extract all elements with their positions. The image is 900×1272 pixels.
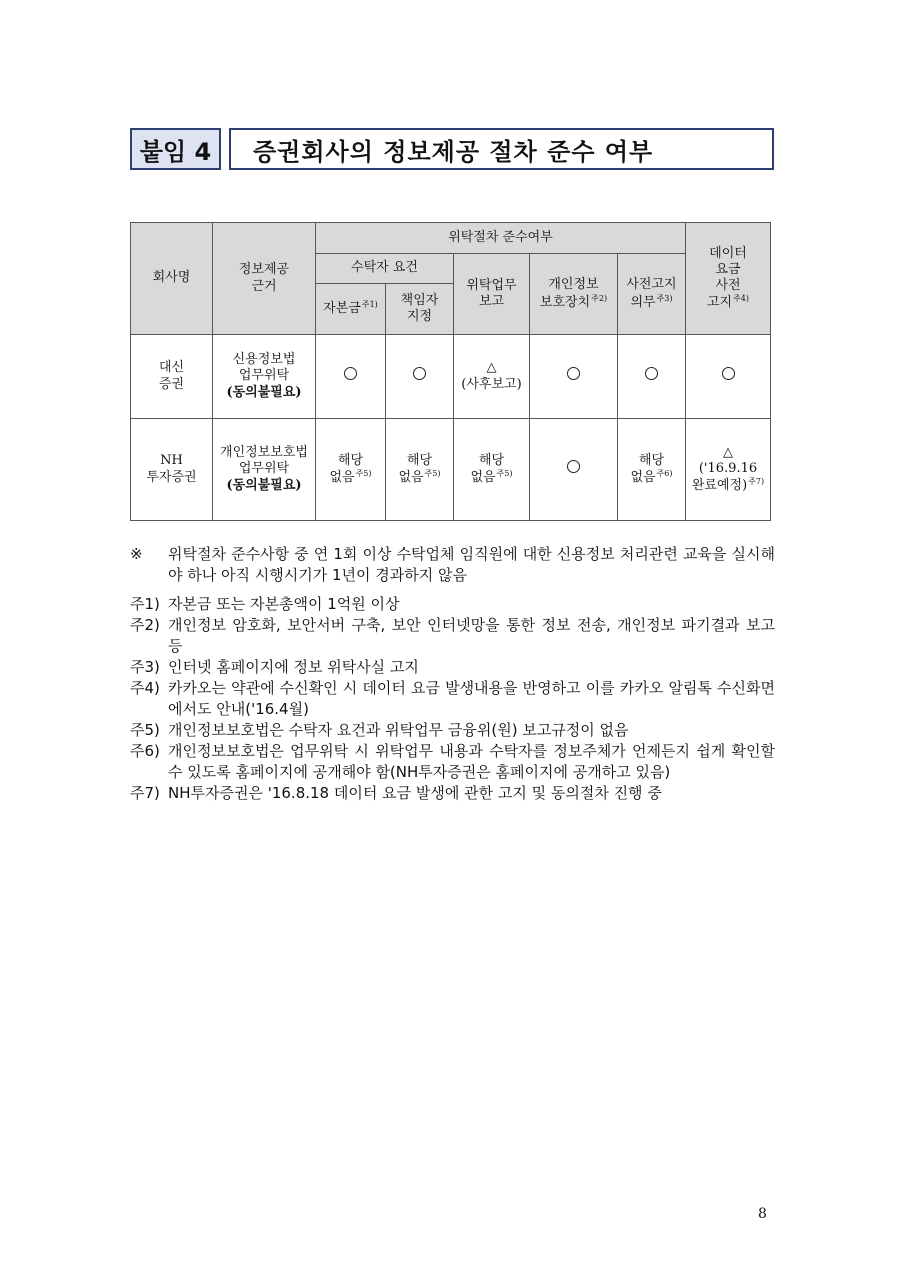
basis-cell: 신용정보법 업무위탁 (동의불필요)	[213, 335, 316, 419]
circle-mark	[722, 367, 735, 380]
header-protection: 개인정보 보호장치$^{주2)}$	[530, 254, 618, 335]
circle-mark	[645, 367, 658, 380]
protection-cell	[530, 335, 618, 419]
report-cell: △ (사후보고)	[454, 335, 530, 419]
attachment-label-text: 붙임 4	[139, 137, 212, 166]
circle-mark	[567, 460, 580, 473]
company-cell: 대신 증권	[131, 335, 213, 419]
company-cell: NH 투자증권	[131, 419, 213, 521]
footnote-2: 주2) 개인정보 암호화, 보안서버 구축, 보안 인터넷망을 통한 정보 전송, 개인정보 파기결과 보고 등	[130, 616, 775, 655]
circle-mark	[344, 367, 357, 380]
header-trustee-req: 수탁자 요건	[316, 254, 454, 284]
footnote-5: 주5) 개인정보보호법은 수탁자 요건과 위탁업무 금융위(원) 보고규정이 없음	[130, 721, 629, 739]
header-data-fee: 데이터 요금 사전 고지$^{주4)}$	[686, 223, 771, 335]
table-row	[131, 419, 771, 521]
page-title	[229, 128, 774, 170]
capital-cell: 해당 없음$^{주5)}$	[316, 419, 386, 521]
page-title-text: 증권회사의 정보제공 절차 준수 여부	[253, 137, 654, 166]
header-responsible: 책임자 지정	[386, 284, 454, 335]
circle-mark	[567, 367, 580, 380]
footnote-7: 주7) NH투자증권은 '16.8.18 데이터 요금 발생에 관한 고지 및 동의절차 진행 중	[130, 784, 662, 802]
header-notice-duty: 사전고지 의무$^{주3)}$	[618, 254, 686, 335]
footnote-6: 주6) 개인정보보호법은 업무위탁 시 위탁업무 내용과 수탁자를 정보주체가 언제든지 쉽게 확인할 수 있도록 홈페이지에 공개해야 함(NH투자증권은 홈페이지에 공개하고 있음)	[130, 742, 775, 781]
responsible-cell	[386, 335, 454, 419]
table-row	[131, 335, 771, 419]
footnote-4: 주4) 카카오는 약관에 수신확인 시 데이터 요금 발생내용을 반영하고 이를 카카오 알림톡 수신화면에서도 안내('16.4월)	[130, 679, 775, 718]
header-basis: 정보제공 근거	[213, 223, 316, 335]
protection-cell	[530, 419, 618, 521]
page-number: 8	[758, 1206, 767, 1222]
notice-duty-cell	[618, 335, 686, 419]
header-capital: 자본금$^{주1)}$	[316, 284, 386, 335]
footnotes	[130, 544, 775, 804]
header-company: 회사명	[131, 223, 213, 335]
basis-cell: 개인정보보호법 업무위탁 (동의불필요)	[213, 419, 316, 521]
report-cell: 해당 없음$^{주5)}$	[454, 419, 530, 521]
circle-mark	[413, 367, 426, 380]
data-fee-cell: △ ('16.9.16 완료예정)$^{주7)}$	[686, 419, 771, 521]
notice-duty-cell: 해당 없음$^{주6)}$	[618, 419, 686, 521]
compliance-table	[130, 222, 771, 521]
attachment-label	[130, 128, 221, 170]
header-procedure: 위탁절차 준수여부	[316, 223, 686, 254]
footnote-3: 주3) 인터넷 홈페이지에 정보 위탁사실 고지	[130, 658, 419, 676]
capital-cell	[316, 335, 386, 419]
responsible-cell: 해당 없음$^{주5)}$	[386, 419, 454, 521]
footnote-1: 주1) 자본금 또는 자본총액이 1억원 이상	[130, 595, 400, 613]
note-general: ※ 위탁절차 준수사항 중 연 1회 이상 수탁업체 임직원에 대한 신용정보 처리관련 교육을 실시해야 하나 아직 시행시기가 1년이 경과하지 않음	[130, 545, 775, 584]
data-fee-cell	[686, 335, 771, 419]
header-report: 위탁업무 보고	[454, 254, 530, 335]
